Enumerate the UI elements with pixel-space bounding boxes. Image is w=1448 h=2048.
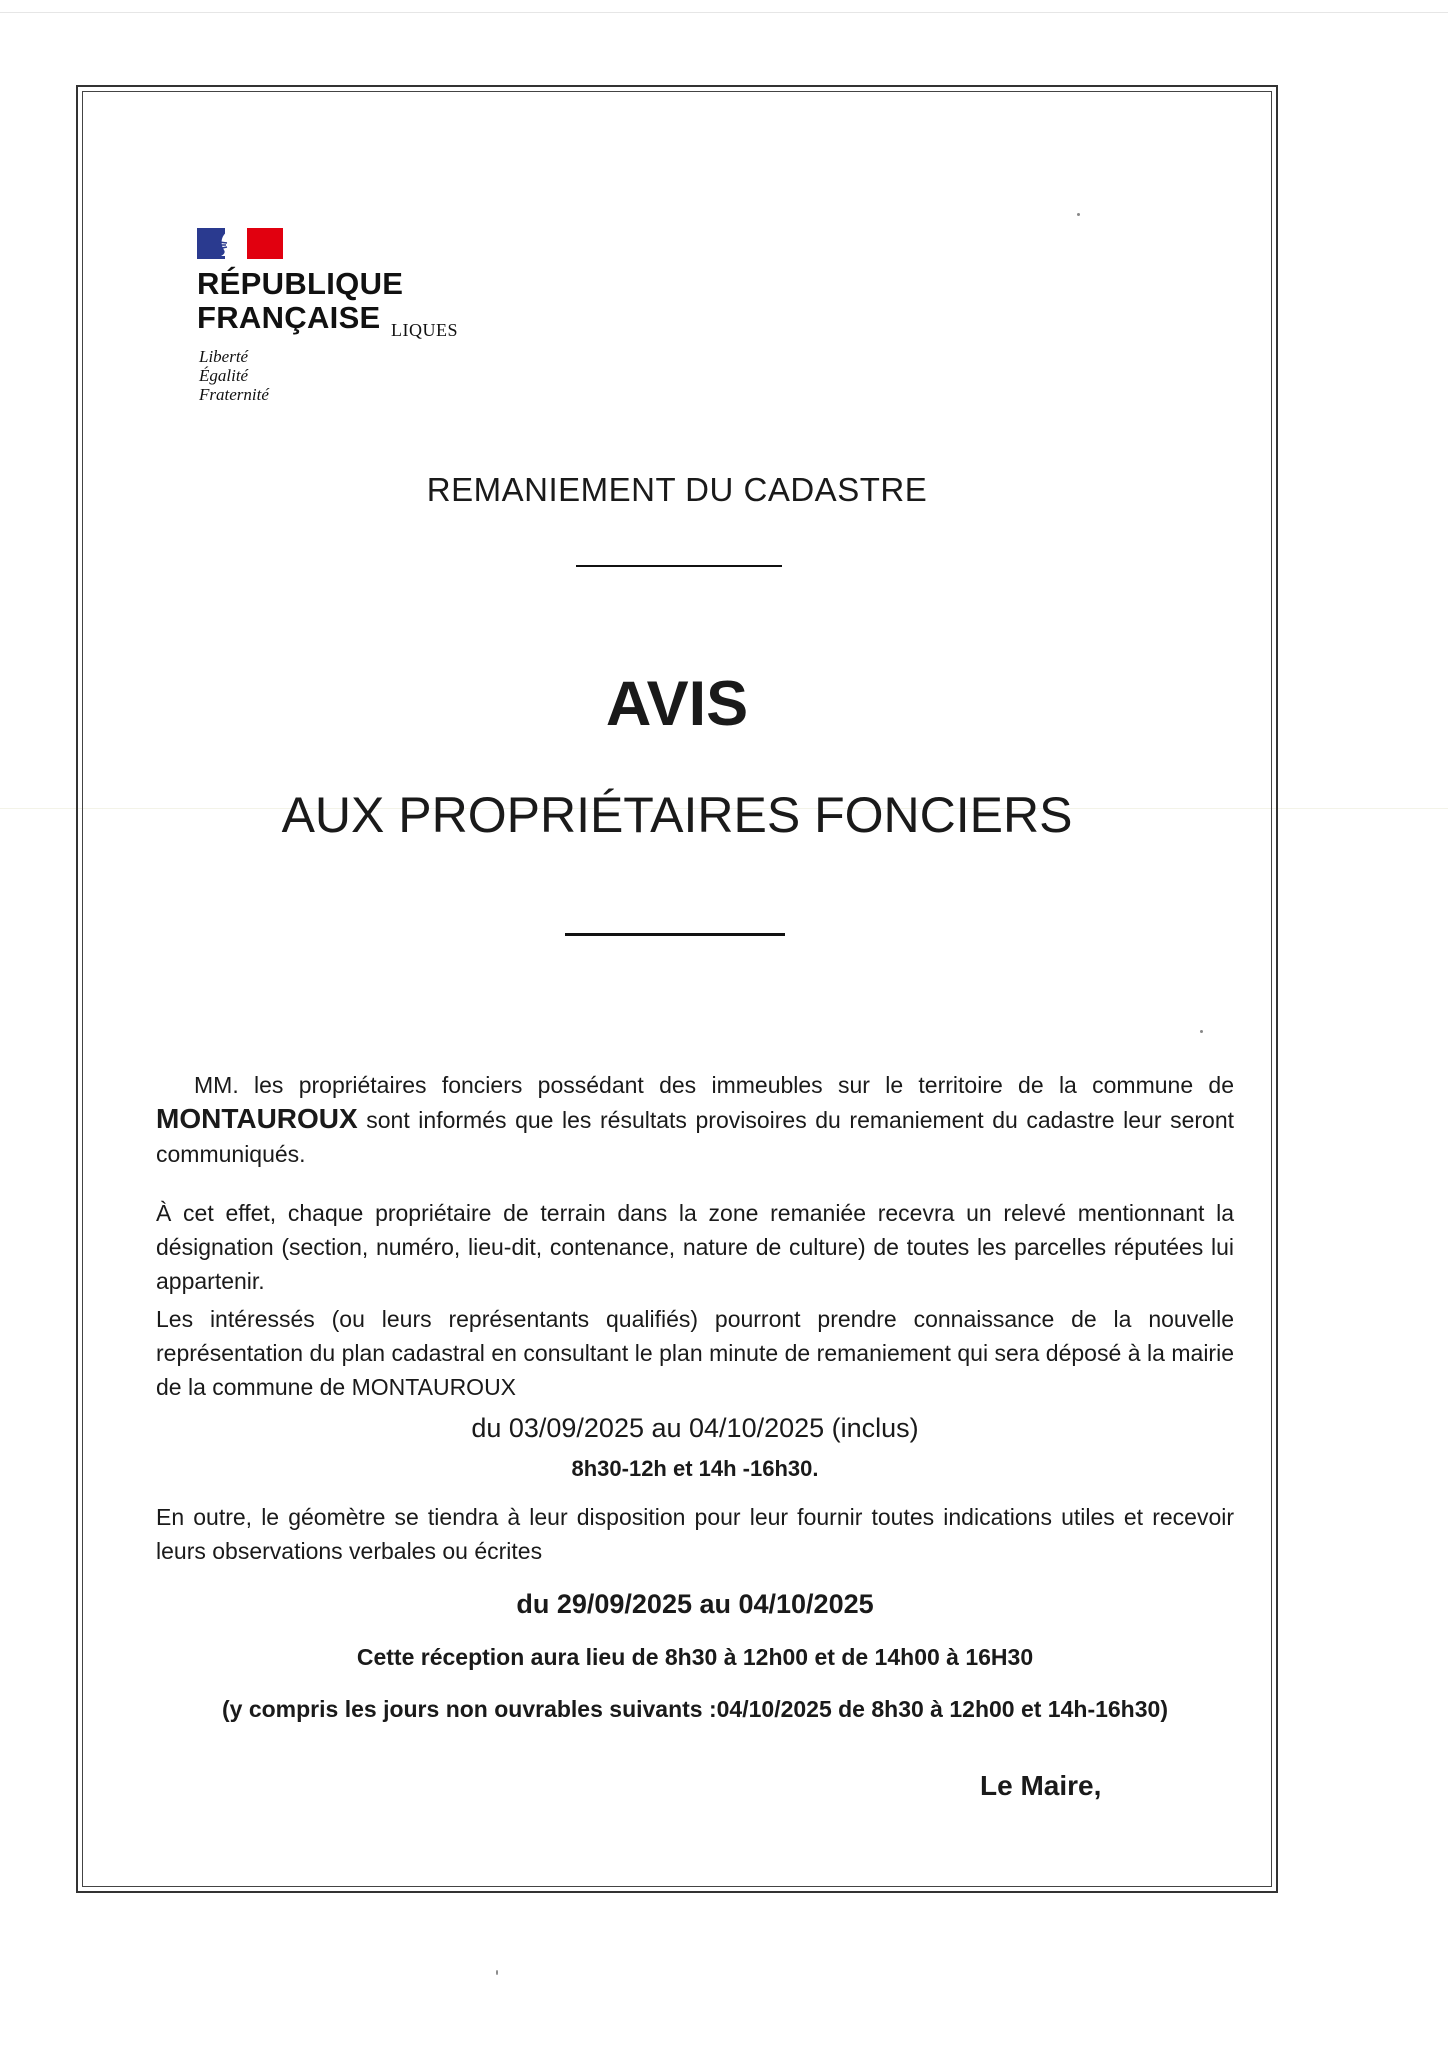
paragraph-releve: À cet effet, chaque propriétaire de terrain dans la zone remaniée recevra un relevé mentionnant la désignation (section, numéro, lieu-dit, contenance, nature de culture) de toutes les parcelles réputées lui appartenir. <box>156 1200 1234 1294</box>
period1-dates: du 03/09/2025 au 04/10/2025 (inclus) <box>471 1413 919 1443</box>
divider-top <box>576 565 782 567</box>
paragraph-geometre: En outre, le géomètre se tiendra à leur disposition pour leur fournir toutes indications utiles et recevoir leurs observations verbales ou écrites <box>156 1504 1234 1564</box>
period2-reception: Cette réception aura lieu de 8h30 à 12h00 et de 14h00 à 16H30 <box>356 1644 1034 1670</box>
commune-name: MONTAUROUX <box>156 1103 358 1134</box>
period2-dates: du 29/09/2025 au 04/10/2025 <box>516 1589 874 1619</box>
motto-liberte: Liberté <box>199 347 249 366</box>
paragraph-intro <box>156 1068 1234 1171</box>
scan-speck <box>496 1970 498 1975</box>
brand-line-2: FRANÇAISE <box>197 300 381 335</box>
page-subtitle: AUX PROPRIÉTAIRES FONCIERS <box>281 787 1073 843</box>
paragraph-consultation: Les intéressés (ou leurs représentants qualifiés) pourront prendre connaissance de la nouvelle représentation du plan cadastral en consultant le plan minute de remaniement qui sera déposé à la mairie de la commune de MONTAUROUX <box>156 1306 1234 1400</box>
page-title: AVIS <box>605 669 749 739</box>
marianne-flag-icon <box>197 228 283 259</box>
brand-line-1: RÉPUBLIQUE <box>197 266 404 301</box>
scan-speck <box>1077 213 1080 216</box>
intro-rest: sont informés que les résultats provisoires du remaniement du cadastre leur seront communiqués. <box>156 1107 1235 1167</box>
scan-artifact-top <box>0 12 1448 13</box>
intro-text: MM. les propriétaires fonciers possédant des immeubles sur le territoire de la commune de <box>194 1072 1234 1098</box>
period2-note: (y compris les jours non ouvrables suivants :04/10/2025 de 8h30 à 12h00 et 14h-16h30) <box>222 1696 1168 1722</box>
scan-speck <box>1200 1030 1203 1033</box>
motto-egalite: Égalité <box>199 366 249 385</box>
period1-hours: 8h30-12h et 14h -16h30. <box>571 1456 819 1481</box>
signature: Le Maire, <box>980 1770 1102 1801</box>
divider-bottom <box>565 933 785 936</box>
motto-fraternite: Fraternité <box>199 385 269 404</box>
notice-subtitle: REMANIEMENT DU CADASTRE <box>426 471 928 508</box>
header-suffix: LIQUES <box>391 320 458 340</box>
